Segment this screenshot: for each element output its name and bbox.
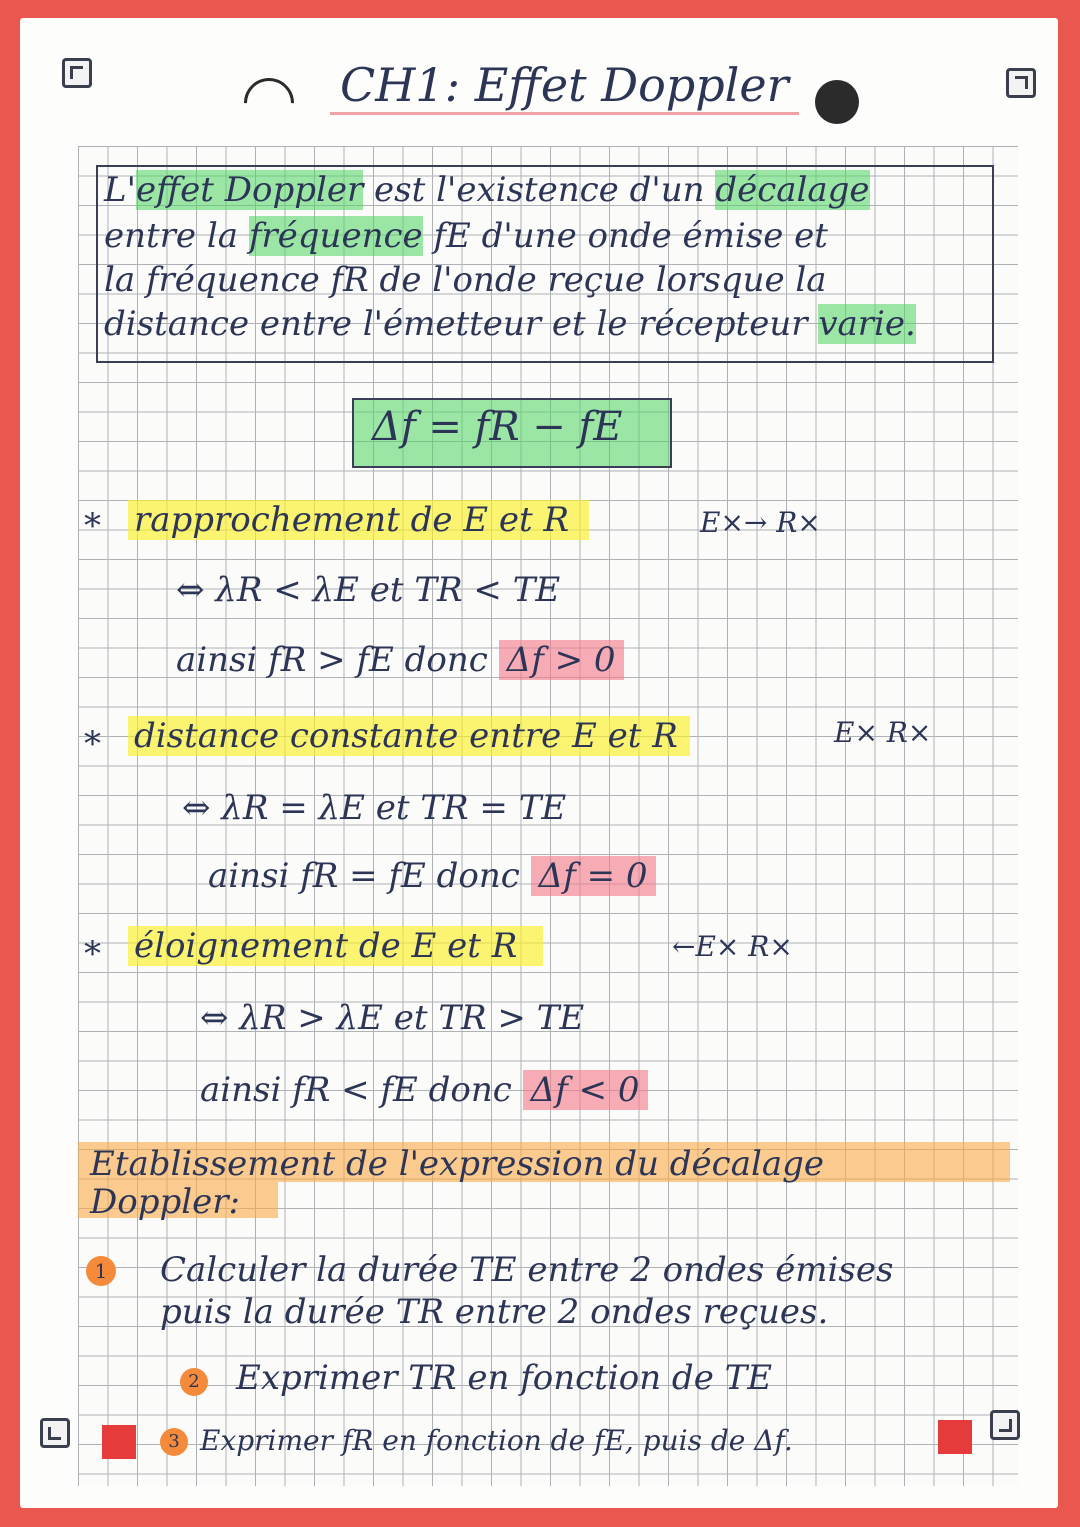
def-text: est l'existence d'un bbox=[363, 170, 716, 210]
corner-bracket-icon-bottom-right bbox=[990, 1410, 1020, 1440]
def-text: fE d'une onde émise et bbox=[422, 216, 828, 256]
def-highlight-decalage: décalage bbox=[715, 170, 870, 210]
punch-hole-right bbox=[815, 80, 859, 124]
case-diagram-2: E× R× bbox=[834, 716, 932, 749]
bullet-star: * bbox=[84, 724, 101, 764]
definition-line-4 bbox=[104, 304, 916, 344]
case-heading-rapprochement: rapprochement de E et R bbox=[128, 500, 589, 540]
case-heading-constante: distance constante entre E et R bbox=[128, 716, 690, 756]
definition-line-1 bbox=[104, 170, 870, 210]
def-text: L' bbox=[104, 170, 136, 210]
section-title-line-2: Doppler: bbox=[90, 1182, 240, 1222]
case-text: ainsi fR > fE donc bbox=[176, 640, 499, 680]
case-1-relation: ⇔ λR < λE et TR < TE bbox=[176, 570, 561, 610]
red-square-marker-left bbox=[102, 1425, 136, 1459]
definition-line-2 bbox=[104, 216, 828, 256]
def-highlight-frequence: fréquence bbox=[248, 216, 423, 256]
def-text: distance entre l'émetteur et le récepteur bbox=[104, 304, 819, 344]
formula-text: Δf = fR − fE bbox=[372, 404, 623, 450]
case-text: ainsi fR = fE donc bbox=[208, 856, 531, 896]
step-3-line-1: Exprimer fR en fonction de fE, puis de Δf. bbox=[200, 1424, 793, 1457]
case-diagram-3: ←E× R× bbox=[672, 930, 793, 963]
case-diagram-1: E×→ R× bbox=[700, 506, 821, 539]
case-heading-eloignement: éloignement de E et R bbox=[128, 926, 543, 966]
bullet-star: * bbox=[84, 506, 101, 546]
case-3-conclusion bbox=[200, 1070, 648, 1110]
def-highlight-effet-doppler: effet Doppler bbox=[135, 170, 364, 210]
bullet-star: * bbox=[84, 934, 101, 974]
step-number-3: 3 bbox=[160, 1428, 188, 1456]
result-badge-negative: Δf < 0 bbox=[523, 1070, 648, 1110]
case-text: ainsi fR < fE donc bbox=[200, 1070, 523, 1110]
def-highlight-varie: varie. bbox=[818, 304, 916, 344]
corner-bracket-icon-top-right bbox=[1006, 68, 1036, 98]
definition-line-3: la fréquence fR de l'onde reçue lorsque la bbox=[104, 260, 827, 300]
step-2-line-1: Exprimer TR en fonction de TE bbox=[236, 1358, 773, 1398]
corner-bracket-icon-bottom-left bbox=[40, 1418, 70, 1448]
step-number-2: 2 bbox=[180, 1368, 208, 1396]
case-2-relation: ⇔ λR = λE et TR = TE bbox=[182, 788, 567, 828]
def-text: entre la bbox=[104, 216, 249, 256]
result-badge-zero: Δf = 0 bbox=[531, 856, 656, 896]
step-number-1: 1 bbox=[86, 1256, 116, 1286]
step-1-line-2: puis la durée TR entre 2 ondes reçues. bbox=[160, 1292, 829, 1332]
section-title-line-1: Etablissement de l'expression du décalage bbox=[90, 1144, 825, 1184]
step-1-line-1: Calculer la durée TE entre 2 ondes émises bbox=[160, 1250, 894, 1290]
result-badge-positive: Δf > 0 bbox=[499, 640, 624, 680]
corner-bracket-icon-top-left bbox=[62, 58, 92, 88]
red-square-marker-right bbox=[938, 1420, 972, 1454]
page-title: CH1: Effet Doppler bbox=[330, 58, 799, 115]
case-3-relation: ⇔ λR > λE et TR > TE bbox=[200, 998, 585, 1038]
case-1-conclusion bbox=[176, 640, 624, 680]
case-2-conclusion bbox=[208, 856, 656, 896]
